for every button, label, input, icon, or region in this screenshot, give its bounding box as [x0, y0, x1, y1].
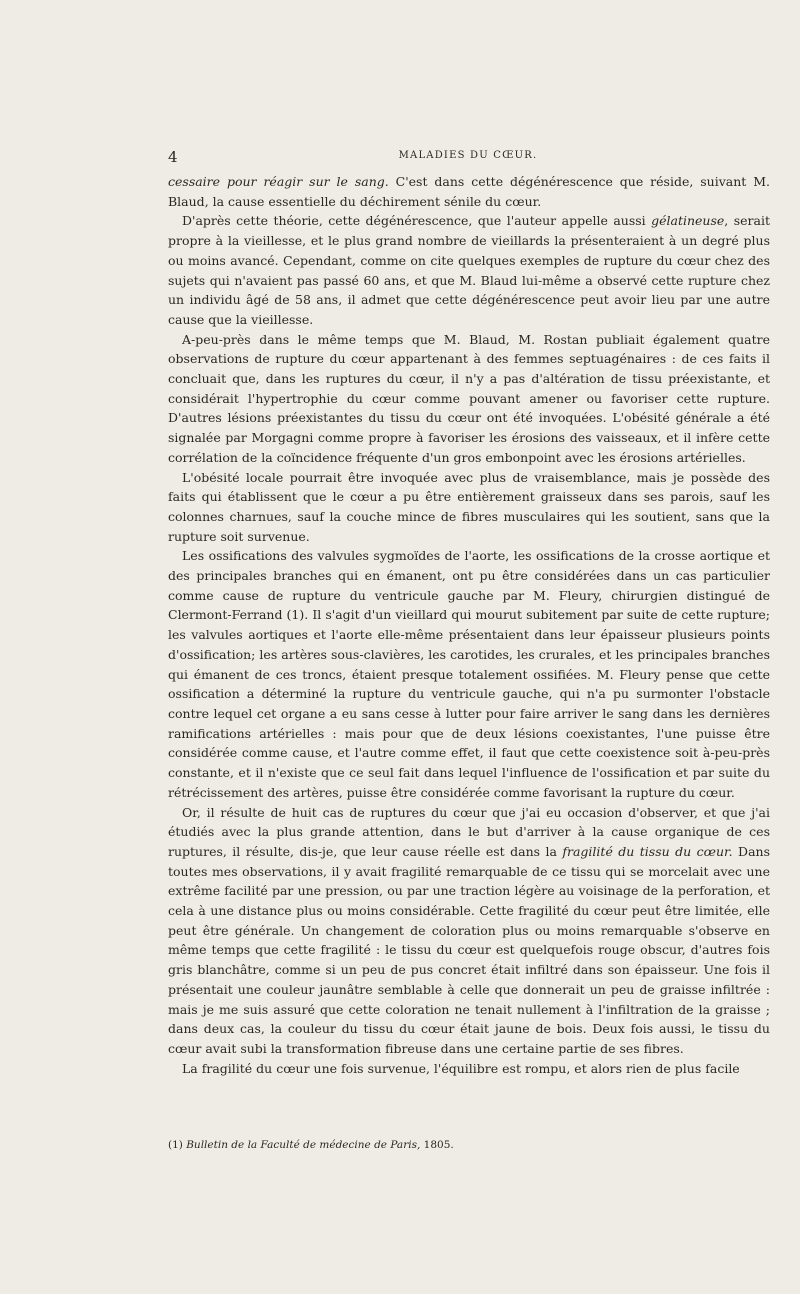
paragraph-text: La fragilité du cœur une fois survenue, l'équilibre est rompu, et alors rien de plus facile [182, 1060, 740, 1076]
paragraph-text: Les ossifications des valvules sygmoïdes de l'aorte, les ossifications de la crosse aortique et des principales branches qui en émanent, ont pu être considérées dans un cas particulier comme cause de rupture du ventricule gauche par M. Fleury, chirurgien distingué de Clermont-Ferrand (1). Il s'agit d'un vieillard qui mourut subitement par suite de cette rupture; les valvules aortiques et l'aorte elle-même présentaient dans leur épaisseur plusieurs points d'ossification; les artères sous-clavières, les carotides, les crurales, et les principales branches qui émanent de ces troncs, étaient presque totalement ossifiées. M. Fleury pense que cette ossification a déterminé la rupture du ventricule gauche, qui n'a pu surmonter l'obstacle contre lequel cet organe a eu sans cesse à lutter pour faire arriver le sang dans les dernières ramifications artérielles : mais pour que de deux lésions coexistantes, l'une puisse être considérée comme cause, et l'autre comme effet, il faut que cette coexistence soit à-peu-près constante, et il n'existe que ce seul fait dans lequel l'influence de l'ossification et par suite du rétrécissement des artères, puisse être considérée comme favorisant la rupture du cœur. [168, 548, 770, 800]
paragraph-text: C'est dans cette dégénérescence que réside, suivant M. Blaud, la cause essentielle du déchirement sénile du cœur. [168, 174, 770, 209]
paragraph [168, 172, 770, 211]
paragraph [168, 546, 770, 802]
paragraph [168, 211, 770, 329]
paragraph-text: Or, il résulte de huit cas de ruptures du cœur que j'ai eu occasion d'observer, et que j'ai étudiés avec la plus grande attention, dans le but d'arriver à la cause organique de ces ruptures, il résulte, dis-je, que leur cause réelle est dans la [168, 804, 770, 859]
paragraph-text: Dans toutes mes observations, il y avait fragilité remarquable de ce tissu qui se morcelait avec une extrême facilité par une pression, ou par une traction légère au voisinage de la perforation, et cela à une distance plus ou moins considérable. Cette fragilité du cœur peut être limitée, elle peut être générale. Un changement de coloration plus ou moins remarquable s'observe en même temps que cette fragilité : le tissu du cœur est quelquefois rouge obscur, d'autres fois gris blanchâtre, comme si un peu de pus concret était infiltré dans son épaisseur. Une fois il présentait une couleur jaunâtre semblable à celle que donnerait un peu de graisse infiltrée : mais je me suis assuré que cette coloration ne tenait nullement à l'infiltration de la graisse ; dans deux cas, la couleur du tissu du cœur était jaune de bois. Deux fois aussi, le tissu du cœur avait subi la transformation fibreuse dans une certaine partie de ses fibres. [168, 843, 770, 1056]
footnote [168, 1138, 770, 1153]
footnote-source: Bulletin de la Faculté de médecine de Paris, [186, 1139, 421, 1151]
italic-text: gélatineuse [651, 213, 725, 229]
paragraph-text: A-peu-près dans le même temps que M. Blaud, M. Rostan publiait également quatre observations de rupture du cœur appartenant à des femmes septuagénaires : de ces faits il concluait que, dans les ruptures du cœur, il n'y a pas d'altération de tissu préexistante, et considérait l'hypertrophie du cœur comme pouvant amener ou favoriser cette rupture. D'autres lésions préexistantes du tissu du cœur ont été invoquées. L'obésité générale a été signalée par Morgagni comme propre à favoriser les érosions des vaisseaux, et il infère cette corrélation de la coïncidence fréquente d'un gros embonpoint avec les érosions artérielles. [168, 331, 770, 465]
paragraph [168, 468, 770, 547]
paragraph-text: D'après cette théorie, cette dégénérescence, que l'auteur appelle aussi [182, 213, 652, 229]
italic-text: cessaire pour réagir sur le sang. [168, 174, 389, 189]
page-header [168, 148, 768, 168]
body-text [168, 172, 770, 1078]
paragraph-text: , serait propre à la vieillesse, et le plus grand nombre de vieillards la présenteraient à un degré plus ou moins avancé. Cependant, comme on cite quelques exemples de rupture du cœur chez des sujets qui n'avaient pas passé 60 ans, et que M. Blaud lui-même a observé cette rupture chez un individu âgé de 58 ans, il admet que cette dégénérescence peut avoir lieu par une autre cause que la vieillesse. [168, 213, 770, 327]
footnote-year: 1805. [423, 1139, 454, 1151]
footnote-marker: (1) [168, 1139, 183, 1151]
page-number: 4 [168, 148, 178, 166]
paragraph [168, 330, 770, 468]
italic-text: fragilité du tissu du cœur. [562, 843, 733, 859]
running-title: MALADIES DU CŒUR. [398, 150, 538, 161]
paragraph [168, 803, 770, 1059]
paragraph-text: L'obésité locale pourrait être invoquée avec plus de vraisemblance, mais je possède des faits qui établissent que le cœur a pu être entièrement graisseux dans ses parois, sauf les colonnes charnues, sauf la couche mince de fibres musculaires qui les soutient, sans que la rupture soit survenue. [168, 469, 770, 544]
paragraph [168, 1059, 770, 1079]
